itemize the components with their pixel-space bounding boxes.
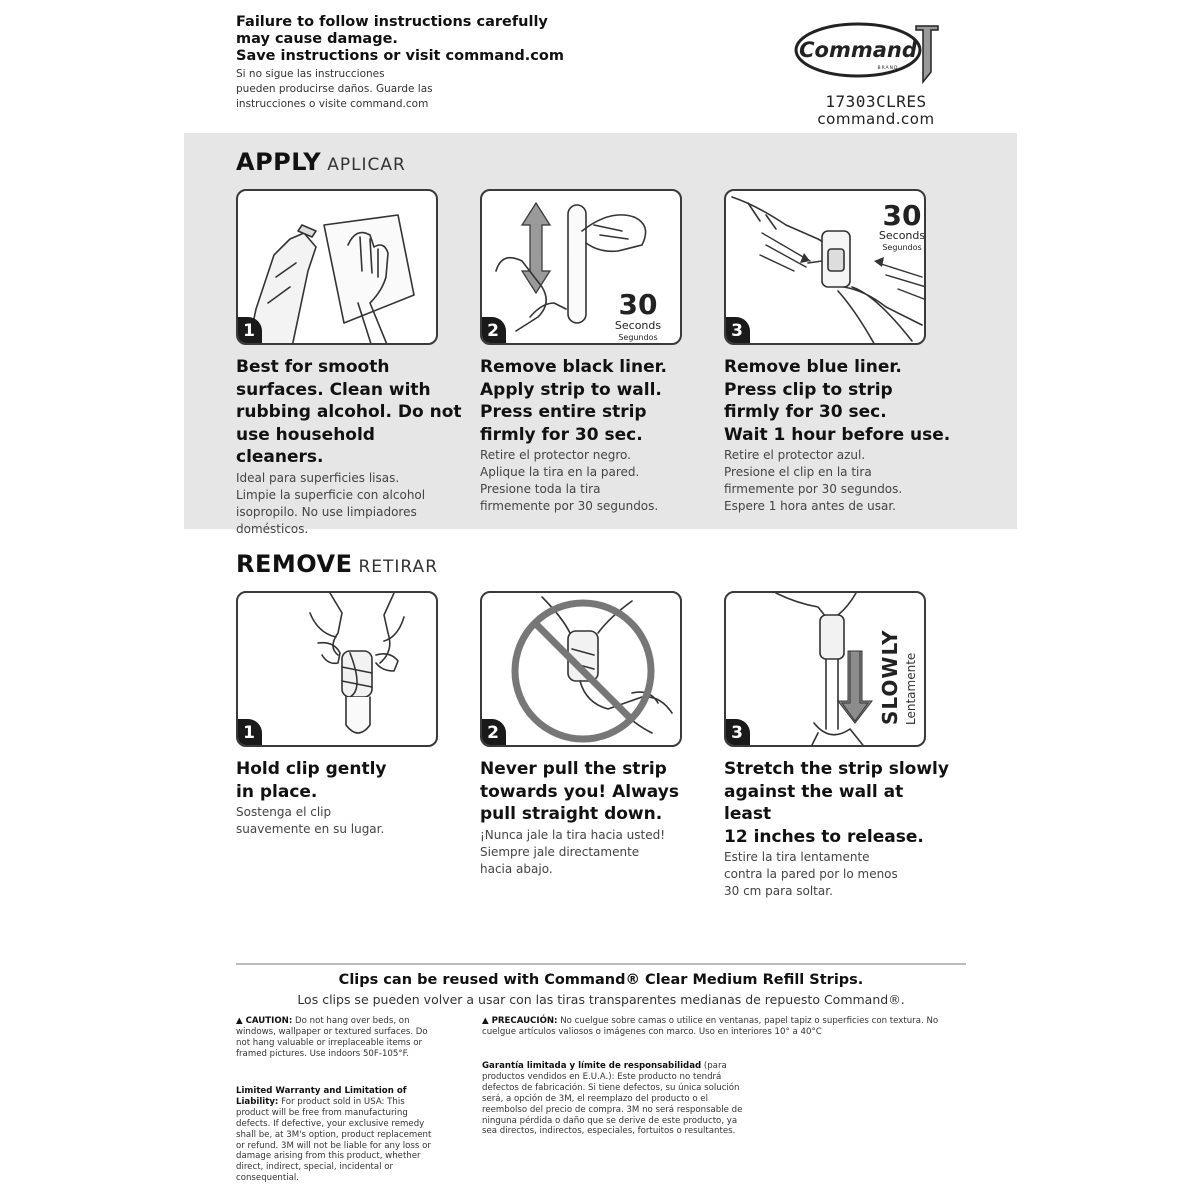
apply-step-2-seconds-value: 30 [618,288,658,321]
remove-step-1-text-en: Hold clip gently in place. [236,759,387,802]
brand-block [786,14,966,130]
caution-label: ▲ CAUTION: [236,1016,293,1026]
remove-step-1-text-es: Sostenga el clip suavemente en su lugar. [236,805,385,836]
apply-step-1-text-en: Best for smooth surfaces. Clean with rubbing alcohol. Do not use household cleaners. [236,357,462,467]
logo-subtext: BRAND [877,66,899,71]
slowly-label: SLOWLY [878,629,902,725]
apply-step-3-number: 3 [724,317,750,345]
warning-english: Failure to follow instructions carefully may cause damage. Save instructions or visit command.com [236,14,564,64]
warranty-es [482,1061,752,1137]
apply-step-2-number: 2 [480,317,506,345]
apply-step-3-illustration [724,189,926,345]
warranty-label: Limited Warranty and Limitation of Liability: [236,1086,407,1107]
apply-step-3-seconds-label: Seconds [878,229,926,242]
warning-spanish: Si no sigue las instrucciones pueden producirse daños. Guarde las instrucciones o visite command.com [236,68,433,110]
footer-divider [236,963,966,965]
remove-heading [236,550,438,578]
website: command.com [817,110,935,128]
remove-title: REMOVE [236,550,353,578]
remove-step-2-number: 2 [480,719,506,747]
remove-step-1-number: 1 [236,719,262,747]
header [236,14,966,130]
warranty-en [236,1086,432,1184]
remove-step-2-text-en: Never pull the strip towards you! Always pull straight down. [480,759,679,824]
remove-step-2 [480,591,712,878]
caution-en [236,1016,432,1060]
remove-step-3-illustration [724,591,926,747]
model-number: 17303CLRES [825,92,927,111]
apply-step-3-seconds-value: 30 [882,199,922,232]
apply-step-3 [724,189,956,515]
apply-step-2 [480,189,712,515]
remove-step-2-illustration [480,591,682,747]
reuse-note-es: Los clips se pueden volver a usar con las tiras transparentes medianas de repuesto Command®. [297,992,905,1007]
remove-subtitle: RETIRAR [358,557,438,577]
apply-subtitle: APLICAR [327,155,406,175]
apply-step-2-seconds-label-es: Segundos [618,333,658,342]
precaucion-label: ▲ PRECAUCIÓN: [482,1016,558,1026]
apply-step-1-number: 1 [236,317,262,345]
apply-step-2-text-en: Remove black liner. Apply strip to wall. Press entire strip firmly for 30 sec. [480,357,668,445]
garantia-label: Garantía limitada y límite de responsabilidad [482,1061,702,1071]
apply-step-1-text-es: Ideal para superficies lisas. Limpie la superficie con alcohol isopropilo. No use limpiadores domésticos. [236,470,426,536]
prohibition-icon [515,603,651,739]
apply-step-3-text-en: Remove blue liner. Press clip to strip firmly for 30 sec. Wait 1 hour before use. [724,357,951,445]
remove-step-3-text-es: Estire la tira lentamente contra la pared por lo menos 30 cm para soltar. [724,850,898,898]
garantia-text: (para productos vendidos en E.U.A.): Este producto no tendrá defectos de fabricación. Si tiene defectos, su única solución será, a opción de 3M, el reemplazo del producto o el reembolso del precio de compra. 3M no será responsable de ninguna pérdida o daño que se derive de este producto, ya sea directos, indirectos, especiales, fortuitos o resultantes. [482,1061,743,1137]
apply-step-2-illustration [480,189,682,345]
command-logo [792,20,942,88]
apply-step-3-text-es: Retire el protector azul. Presione el clip en la tira firmemente por 30 segundos. Espere 1 hora antes de usar. [724,448,903,513]
remove-step-2-text-es: ¡Nunca jale la tira hacia usted! Siempre jale directamente hacia abajo. [480,827,666,876]
apply-step-1-illustration [236,189,438,345]
apply-step-2-text-es: Retire el protector negro. Aplique la tira en la pared. Presione toda la tira firmemente por 30 segundos. [480,448,659,513]
apply-title: APPLY [236,148,322,176]
logo-wordmark: Command [799,38,917,62]
warranty-text: For product sold in USA: This product will be free from manufacturing defects. If defective, your exclusive remedy shall be, at 3M's option, product replacement or refund. 3M will not be liable for any loss or damage arising from this product, whether direct, indirect, special, incidental or consequential. [236,1096,432,1184]
remove-step-3-number: 3 [724,719,750,747]
apply-step-3-seconds-label-es: Segundos [882,243,922,252]
remove-step-3 [724,591,956,900]
caution-es [482,1016,958,1038]
apply-step-1 [236,189,468,538]
slowly-label-es: Lentamente [904,652,918,725]
remove-step-1 [236,591,468,838]
precaucion-text: No cuelgue sobre camas o utilice en ventanas, papel tapiz o superficies con textura. No cuelgue artículos valiosos o imágenes con marco. Uso en interiores 10° a 40°C [482,1016,939,1037]
remove-step-1-illustration [236,591,438,747]
apply-step-2-seconds-label: Seconds [614,319,662,332]
remove-step-3-text-en: Stretch the strip slowly against the wall at least 12 inches to release. [724,759,949,847]
caution-text: Do not hang over beds, on windows, wallpaper or textured surfaces. Do not hang valuable or irreplaceable items or framed pictures. Use indoors 50F-105°F. [236,1016,428,1059]
apply-heading [236,148,406,176]
reuse-note-en: Clips can be reused with Command® Clear Medium Refill Strips. [338,972,864,988]
